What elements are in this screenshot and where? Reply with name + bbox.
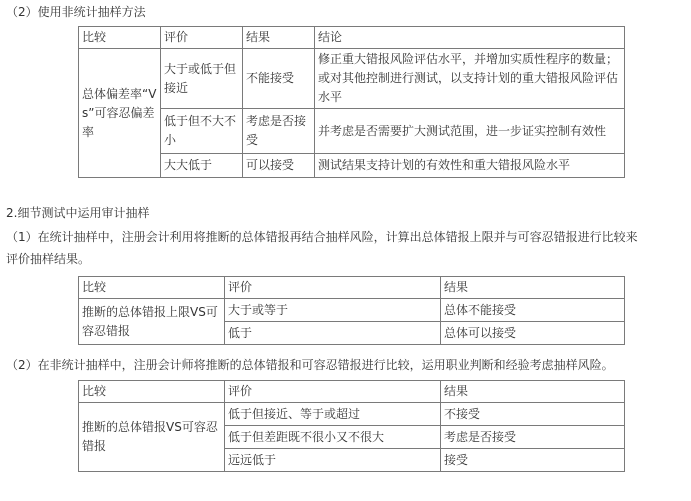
evaluation-cell: 低于但不大不小 xyxy=(161,109,243,154)
header-evaluation: 评价 xyxy=(225,381,441,403)
nonstat-control-table xyxy=(78,26,625,178)
row-label: 推断的总体错报上限VS可容忍错报 xyxy=(79,299,225,345)
result-cell: 考虑是否接受 xyxy=(243,109,315,154)
header-result: 结果 xyxy=(441,381,625,403)
section2-heading: 2.细节测试中运用审计抽样 xyxy=(6,206,150,220)
row-label: 总体偏差率“Vs”可容忍偏差率 xyxy=(79,49,161,178)
section2-para1-line1: （1）在统计抽样中，注册会计利用将推断的总体错报再结合抽样风险，计算出总体错报上限并与可容忍错报进行比较来 xyxy=(6,230,638,244)
table-row xyxy=(79,299,625,322)
table-row xyxy=(79,49,625,109)
header-evaluation: 评价 xyxy=(225,277,441,299)
table-header-row xyxy=(79,381,625,403)
conclusion-cell: 并考虑是否需要扩大测试范围，进一步证实控制有效性 xyxy=(315,109,625,154)
section2-para1-line2: 评价抽样结果。 xyxy=(6,252,91,266)
result-cell: 总体可以接受 xyxy=(441,322,625,345)
evaluation-cell: 大于或低于但接近 xyxy=(161,49,243,109)
table-header-row xyxy=(79,27,625,49)
table-row xyxy=(79,109,625,154)
evaluation-cell: 低于但差距既不很小又不很大 xyxy=(225,426,441,449)
section1-heading: （2）使用非统计抽样方法 xyxy=(6,5,146,19)
result-cell: 可以接受 xyxy=(243,154,315,178)
result-cell: 总体不能接受 xyxy=(441,299,625,322)
evaluation-cell: 远远低于 xyxy=(225,449,441,472)
result-cell: 不接受 xyxy=(441,403,625,426)
header-evaluation: 评价 xyxy=(161,27,243,49)
header-result: 结果 xyxy=(243,27,315,49)
header-compare: 比较 xyxy=(79,27,161,49)
evaluation-cell: 低于但接近、等于或超过 xyxy=(225,403,441,426)
conclusion-cell: 修正重大错报风险评估水平，并增加实质性程序的数量；或对其他控制进行测试，以支持计划的重大错报风险评估水平 xyxy=(315,49,625,109)
stat-detail-table xyxy=(78,276,625,345)
header-result: 结果 xyxy=(441,277,625,299)
header-compare: 比较 xyxy=(79,277,225,299)
result-cell: 接受 xyxy=(441,449,625,472)
result-cell: 考虑是否接受 xyxy=(441,426,625,449)
evaluation-cell: 大于或等于 xyxy=(225,299,441,322)
table-row xyxy=(79,154,625,178)
table-header-row xyxy=(79,277,625,299)
section2-para2: （2）在非统计抽样中，注册会计师将推断的总体错报和可容忍错报进行比较，运用职业判断和经验考虑抽样风险。 xyxy=(6,358,614,372)
evaluation-cell: 大大低于 xyxy=(161,154,243,178)
table-row xyxy=(79,403,625,426)
result-cell: 不能接受 xyxy=(243,49,315,109)
row-label: 推断的总体错报VS可容忍错报 xyxy=(79,403,225,472)
conclusion-cell: 测试结果支持计划的有效性和重大错报风险水平 xyxy=(315,154,625,178)
header-compare: 比较 xyxy=(79,381,225,403)
evaluation-cell: 低于 xyxy=(225,322,441,345)
nonstat-detail-table xyxy=(78,380,625,472)
header-conclusion: 结论 xyxy=(315,27,625,49)
